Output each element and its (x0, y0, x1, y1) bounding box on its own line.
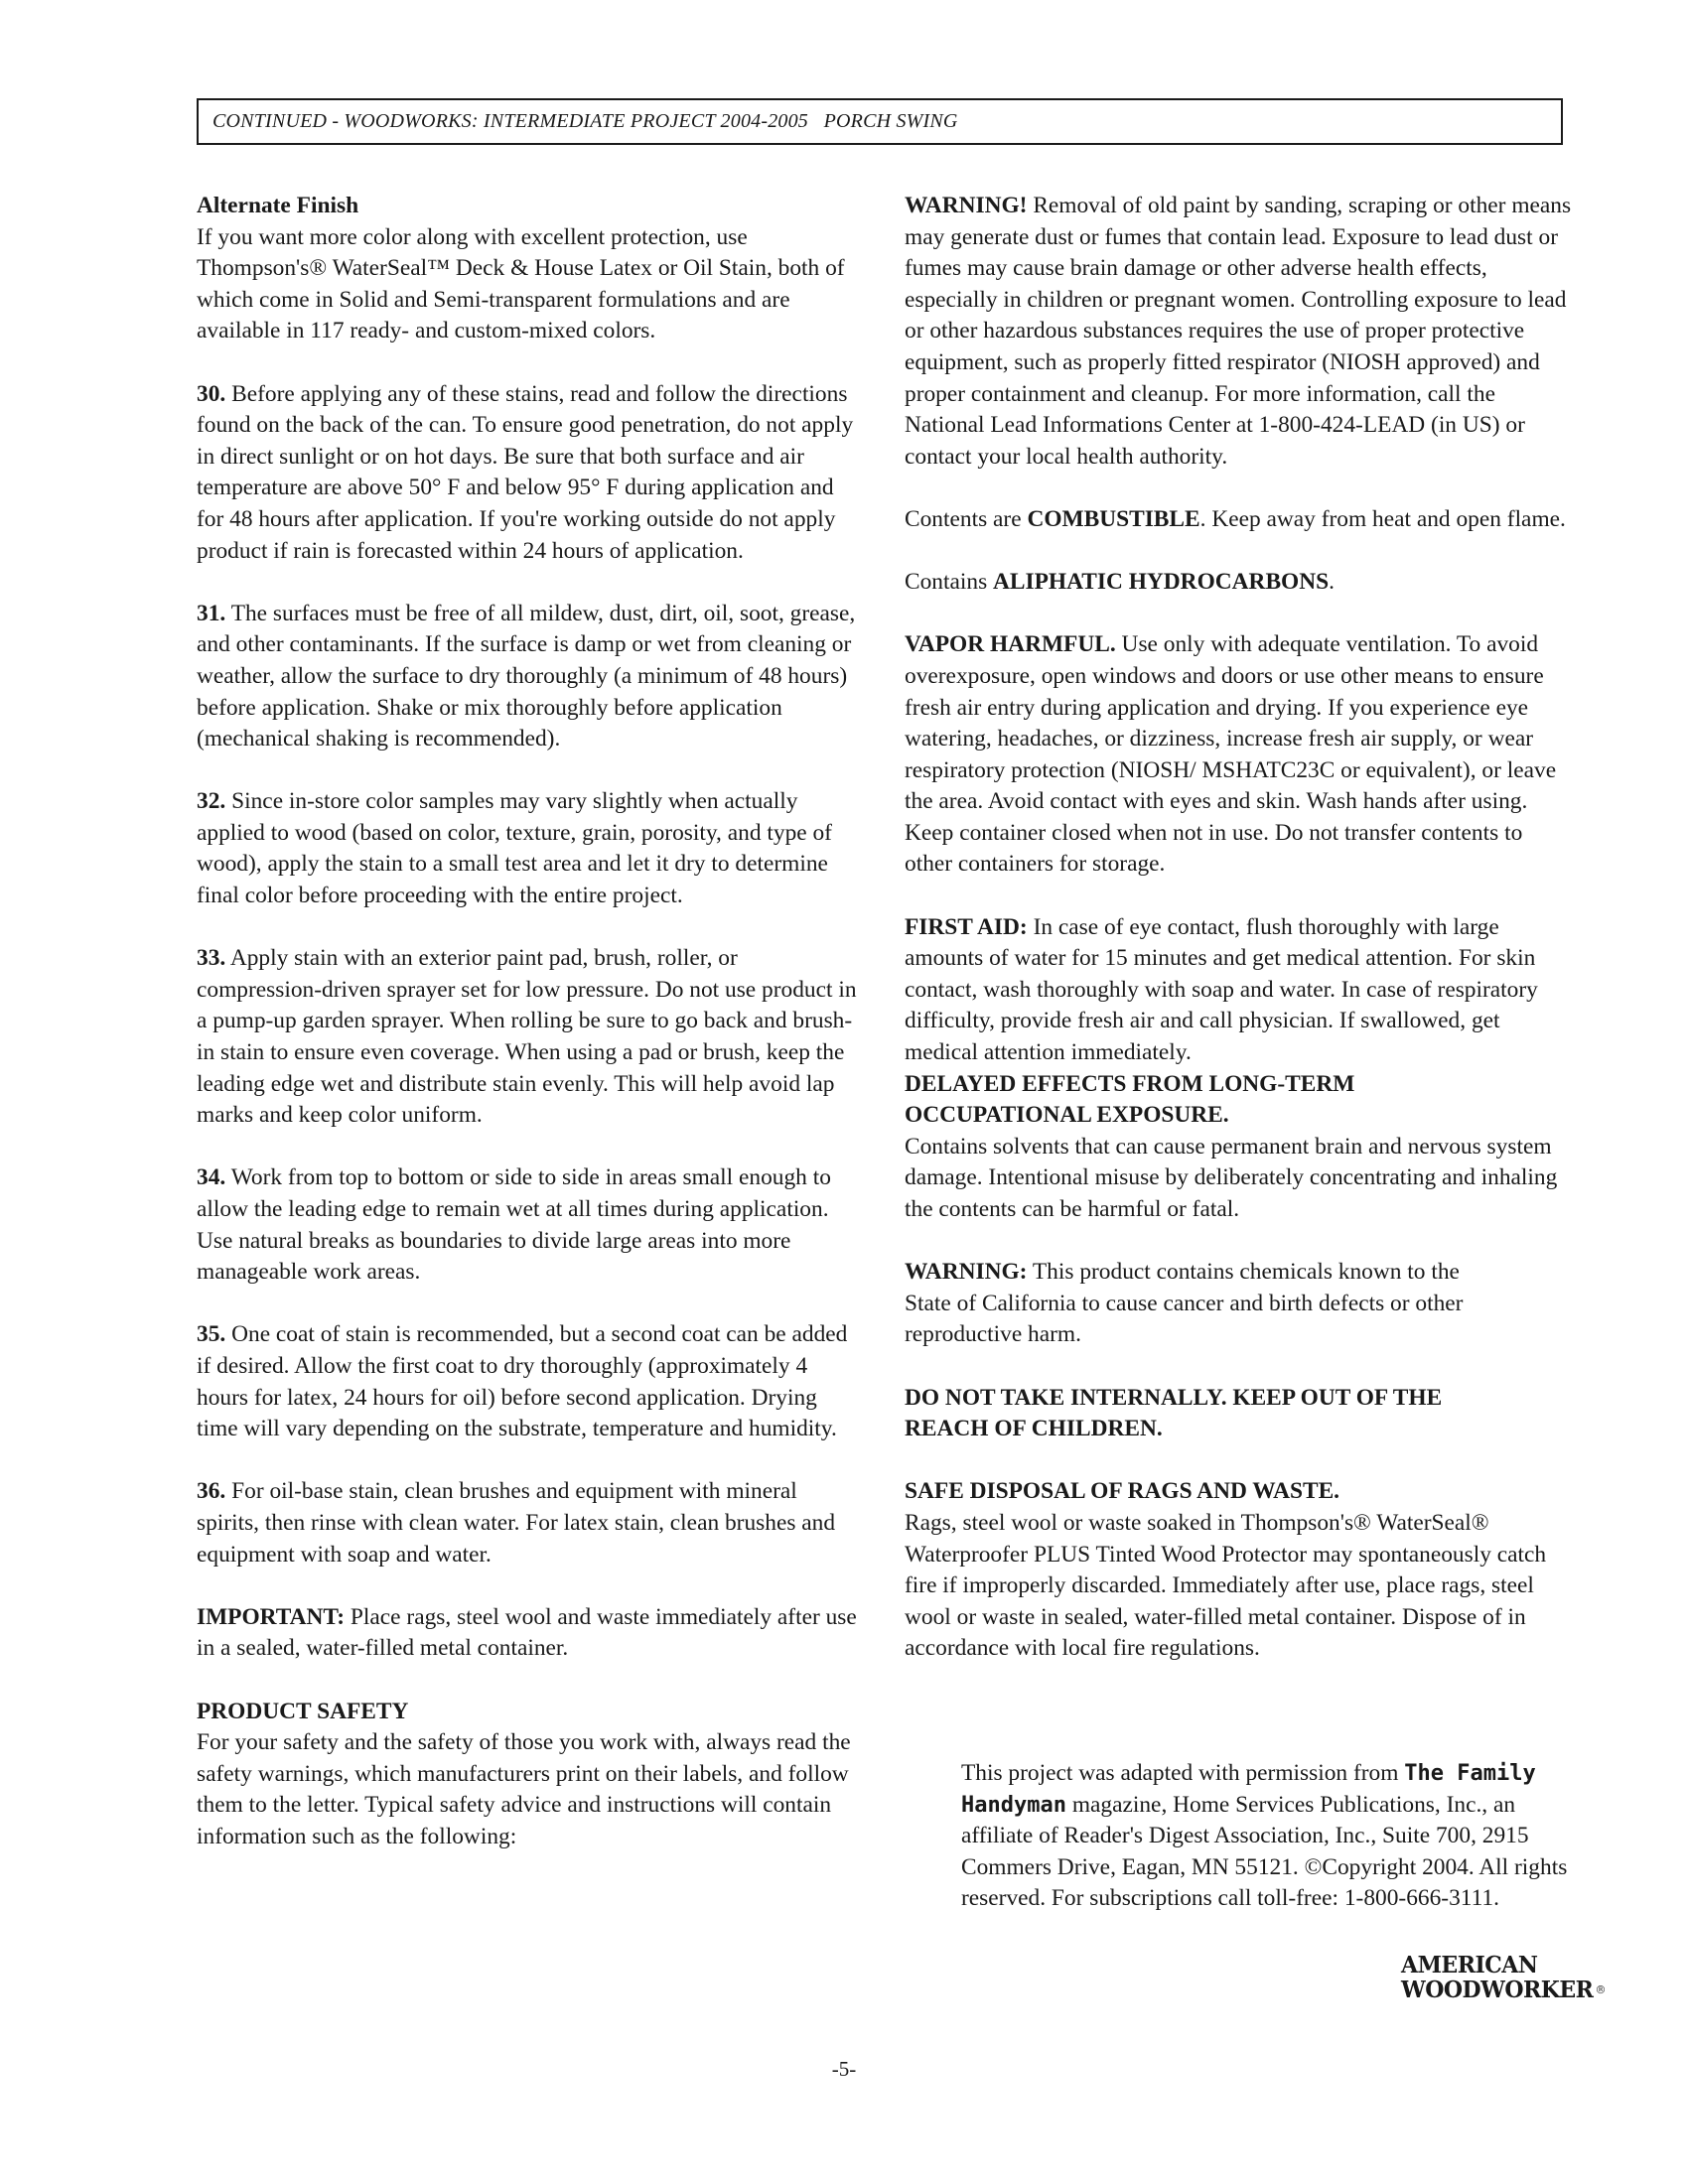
alternate-finish-section (197, 191, 860, 347)
step-number: 36. (197, 1478, 226, 1505)
california-warning-text: This product contains chemicals known to the State of California to cause cancer and birth defects or other reproductive harm. (905, 1259, 1464, 1348)
vapor-label: VAPOR HARMFUL. (905, 631, 1116, 658)
aliphatic-post: . (1329, 569, 1336, 596)
step-text: The surfaces must be free of all mildew, dust, dirt, oil, soot, grease, and other contaminants. If the surface is damp or wet from cleaning or weather, allow the surface to dry thoroughly (a minimum of 48 hours) before application. Shake or mix thoroughly before application (mechanical shaking is recommended). (197, 600, 856, 752)
american-woodworker-logo (1401, 1953, 1606, 2002)
warning-label: WARNING! (905, 193, 1028, 218)
step-number: 31. (197, 600, 226, 626)
combustible-post: . Keep away from heat and open flame. (1199, 505, 1566, 532)
combustible-pre: Contents are (905, 505, 1022, 532)
first-aid (905, 912, 1572, 1069)
step-30 (197, 379, 860, 568)
credit-pre: This project was adapted with permission from (961, 1760, 1399, 1786)
credit-note (961, 1758, 1569, 1915)
registered-mark: ® (1595, 1982, 1606, 1996)
page-number: -5- (831, 2057, 857, 2081)
first-aid-label: FIRST AID: (905, 913, 1028, 940)
do-not-take-internally: DO NOT TAKE INTERNALLY. KEEP OUT OF THE REACH OF CHILDREN. (905, 1384, 1443, 1442)
first-aid-text: In case of eye contact, flush thoroughly with large amounts of water for 15 minutes and get medical attention. For skin contact, wash thoroughly with soap and water. In case of respiratory difficulty, provide fresh air and call physician. If swallowed, get medical attention immediately. (905, 913, 1538, 1066)
vapor-text: Use only with adequate ventilation. To avoid overexposure, open windows and doors or use other means to ensure fresh air entry during application and drying. If you experience eye watering, headaches, or dizziness, increase fresh air supply, or wear respiratory protection (NIOSH/ MSHATC23C or equivalent), or leave the area. Avoid contact with eyes and skin. Wash hands after using. Keep container closed when not in use. Do not transfer contents to other containers for storage. (905, 631, 1557, 878)
step-text: Work from top to bottom or side to side in areas small enough to allow the leading edge to remain wet at all times during application. Use natural breaks as boundaries to divide large areas into more manageable work areas. (197, 1164, 831, 1286)
delayed-effects (905, 1069, 1572, 1226)
aliphatic-bold: ALIPHATIC HYDROCARBONS (993, 569, 1330, 596)
logo-line-1: AMERICAN (1401, 1951, 1538, 1979)
combustible-note (905, 504, 1572, 536)
california-warning (905, 1257, 1510, 1351)
step-text: Apply stain with an exterior paint pad, brush, roller, or compression-driven sprayer set for low pressure. Do not use product in a pump-up garden sprayer. When rolling be sure to go back and brush-in stain to ensure even coverage. When using a pad or brush, keep the leading edge wet and distribute stain evenly. This will help avoid lap marks and keep color uniform. (197, 945, 857, 1129)
right-column (905, 191, 1572, 1665)
step-number: 32. (197, 788, 226, 815)
alternate-finish-body: If you want more color along with excellent protection, use Thompson's® WaterSeal™ Deck & House Latex or Oil Stain, both of which come in Solid and Semi-transparent formulations and are available in 117 ready- and custom-mixed colors. (197, 223, 845, 344)
step-text: For oil-base stain, clean brushes and equipment with mineral spirits, then rinse with clean water. For latex stain, clean brushes and equipment with soap and water. (197, 1478, 836, 1568)
aliphatic-note (905, 567, 1572, 599)
credit-post: magazine, Home Services Publications, Inc., an affiliate of Reader's Digest Association, Inc., Suite 700, 2915 Commers Drive, Eagan, MN 55121. ©Copyright 2004. All rights reserved. For subscriptions call toll-free: 1-800-666-3111. (961, 1791, 1568, 1912)
step-text: Before applying any of these stains, read and follow the directions found on the back of the can. To ensure good penetration, do not apply in direct sunlight or on hot days. Be sure that both surface and air temperature are above 50° F and below 95° F during application and for 48 hours after application. If you're working outside do not apply product if rain is forecasted within 24 hours of application. (197, 380, 854, 564)
california-warning-label: WARNING: (905, 1259, 1028, 1286)
step-number: 35. (197, 1321, 226, 1348)
product-safety-body: For your safety and the safety of those you work with, always read the safety warnings, which manufacturers print on their labels, and follow them to the letter. Typical safety advice and instructions will contain information such as the following: (197, 1729, 851, 1849)
aliphatic-pre: Contains (905, 569, 988, 596)
step-32 (197, 786, 860, 911)
header-box (197, 98, 1563, 145)
step-31 (197, 599, 860, 755)
lead-warning (905, 191, 1572, 473)
vapor-harmful (905, 629, 1572, 881)
step-number: 34. (197, 1164, 226, 1191)
safe-disposal (905, 1476, 1572, 1665)
step-33 (197, 943, 860, 1132)
step-36 (197, 1476, 860, 1570)
header-title: CONTINUED - WOODWORKS: INTERMEDIATE PROJECT 2004-2005 PORCH SWING (212, 110, 958, 132)
important-note (197, 1602, 860, 1665)
step-text: One coat of stain is recommended, but a second coat can be added if desired. Allow the first coat to dry thoroughly (approximately 4 hours for latex, 24 hours for oil) before second application. Drying time will vary depending on the substrate, temperature and humidity. (197, 1321, 848, 1442)
important-text: Place rags, steel wool and waste immediately after use in a sealed, water-filled metal container. (197, 1603, 857, 1662)
step-number: 30. (197, 380, 226, 407)
delayed-effects-text: Contains solvents that can cause permanent brain and nervous system damage. Intentional misuse by deliberately concentrating and inhaling the contents can be harmful or fatal. (905, 1133, 1558, 1222)
step-text: Since in-store color samples may vary slightly when actually applied to wood (based on color, texture, grain, porosity, and type of wood), apply the stain to a small test area and let it dry to determine final color before proceeding with the entire project. (197, 788, 832, 909)
step-34 (197, 1162, 860, 1288)
step-number: 33. (197, 945, 226, 972)
alternate-finish-title: Alternate Finish (197, 193, 359, 218)
step-35 (197, 1319, 860, 1444)
safe-disposal-title: SAFE DISPOSAL OF RAGS AND WASTE. (905, 1478, 1340, 1505)
product-safety-section (197, 1697, 860, 1853)
combustible-bold: COMBUSTIBLE (1027, 505, 1200, 532)
logo-line-2: WOODWORKER (1401, 1976, 1594, 2004)
safe-disposal-text: Rags, steel wool or waste soaked in Thompson's® WaterSeal® Waterproofer PLUS Tinted Wood Protector may spontaneously catch fire if improperly discarded. Immediately after use, place rags, steel wool or waste in sealed, water-filled metal container. Dispose of in accordance with local fire regulations. (905, 1509, 1547, 1662)
magazine-name: The Family Handyman (961, 1761, 1536, 1818)
warning-text: Removal of old paint by sanding, scraping or other means may generate dust or fumes that contain lead. Exposure to lead dust or fumes may cause brain damage or other adverse health effects, especially in children or pregnant women. Controlling exposure to lead or other hazardous substances requires the use of proper protective equipment, such as properly fitted respirator (NIOSH approved) and proper containment and cleanup. For more information, call the National Lead Informations Center at 1-800-424-LEAD (in US) or contact your local health authority. (905, 193, 1572, 470)
important-label: IMPORTANT: (197, 1603, 346, 1630)
left-column (197, 191, 860, 1852)
product-safety-title: PRODUCT SAFETY (197, 1698, 409, 1724)
delayed-effects-title: DELAYED EFFECTS FROM LONG-TERM OCCUPATIONAL EXPOSURE. (905, 1070, 1355, 1129)
